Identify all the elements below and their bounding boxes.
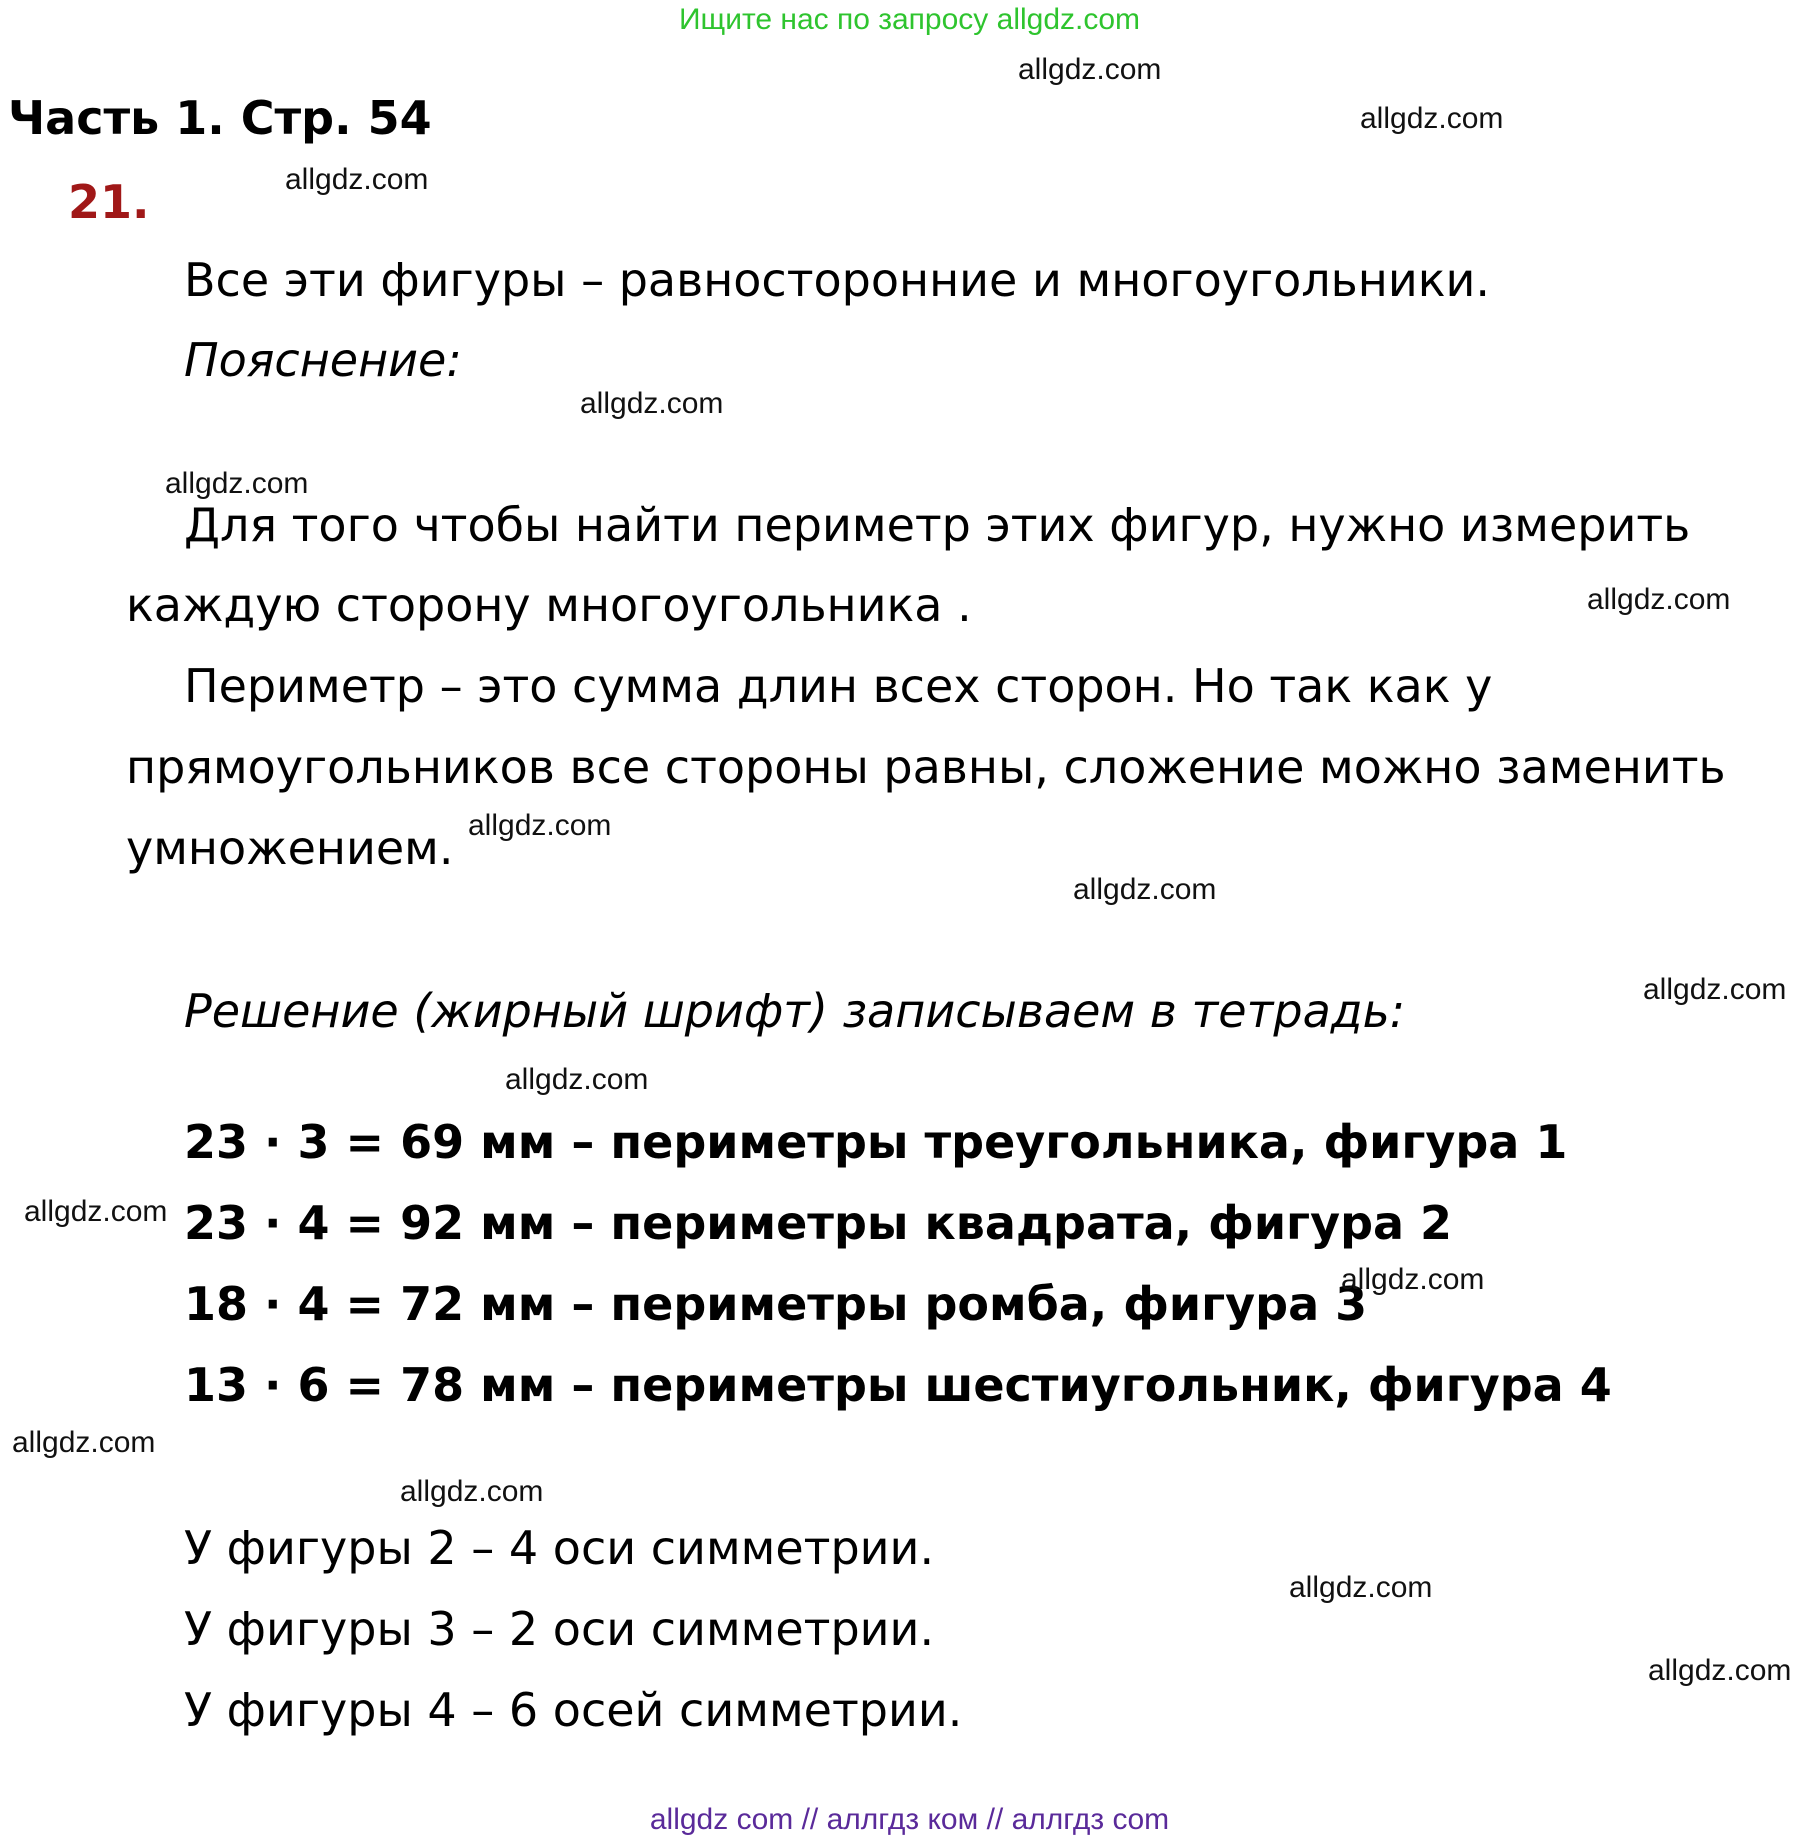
paragraph2-line1: Периметр – это сумма длин всех сторон. Но так как у [184, 659, 1493, 713]
top-banner: Ищите нас по запросу allgdz.com [678, 3, 1141, 36]
solution-label: Решение (жирный шрифт) записываем в тетрадь: [184, 984, 1406, 1038]
solution-line-1: 23 · 3 = 69 мм – периметры треугольника, фигура 1 [184, 1115, 1568, 1169]
watermark: allgdz.com [468, 809, 612, 842]
paragraph1-line1: Для того чтобы найти периметр этих фигур, нужно измерить [184, 498, 1691, 552]
symmetry-line-1: У фигуры 2 – 4 оси симметрии. [184, 1521, 935, 1575]
page-heading: Часть 1. Стр. 54 [8, 91, 432, 145]
task-number: 21. [68, 175, 150, 229]
watermark: allgdz.com [1341, 1263, 1485, 1296]
watermark: allgdz.com [1018, 53, 1162, 86]
watermark: allgdz.com [505, 1063, 649, 1096]
watermark: allgdz.com [400, 1475, 544, 1508]
watermark: allgdz.com [580, 387, 724, 420]
solution-line-2: 23 · 4 = 92 мм – периметры квадрата, фигура 2 [184, 1196, 1453, 1250]
paragraph2-line2: прямоугольников все стороны равны, сложение можно заменить [126, 740, 1726, 794]
watermark: allgdz.com [1587, 583, 1731, 616]
watermark: allgdz.com [1360, 102, 1504, 135]
watermark: allgdz.com [1073, 873, 1217, 906]
paragraph1-line2: каждую сторону многоугольника . [126, 578, 972, 632]
paragraph2-line3: умножением. [126, 821, 454, 875]
symmetry-line-3: У фигуры 4 – 6 осей симметрии. [184, 1683, 963, 1737]
footer-watermark: allgdz com // аллгдз ком // аллгдз com [649, 1803, 1170, 1836]
watermark: allgdz.com [12, 1426, 156, 1459]
watermark: allgdz.com [24, 1195, 168, 1228]
symmetry-line-2: У фигуры 3 – 2 оси симметрии. [184, 1602, 935, 1656]
watermark: allgdz.com [165, 467, 309, 500]
solution-line-4: 13 · 6 = 78 мм – периметры шестиугольник, фигура 4 [184, 1358, 1612, 1412]
solution-line-3: 18 · 4 = 72 мм – периметры ромба, фигура 3 [184, 1277, 1368, 1331]
watermark: allgdz.com [1289, 1571, 1433, 1604]
answer-text: Все эти фигуры – равносторонние и многоугольники. [184, 253, 1491, 307]
explanation-label: Пояснение: [184, 333, 462, 387]
watermark: allgdz.com [1648, 1654, 1792, 1687]
watermark: allgdz.com [1643, 973, 1787, 1006]
watermark: allgdz.com [285, 163, 429, 196]
